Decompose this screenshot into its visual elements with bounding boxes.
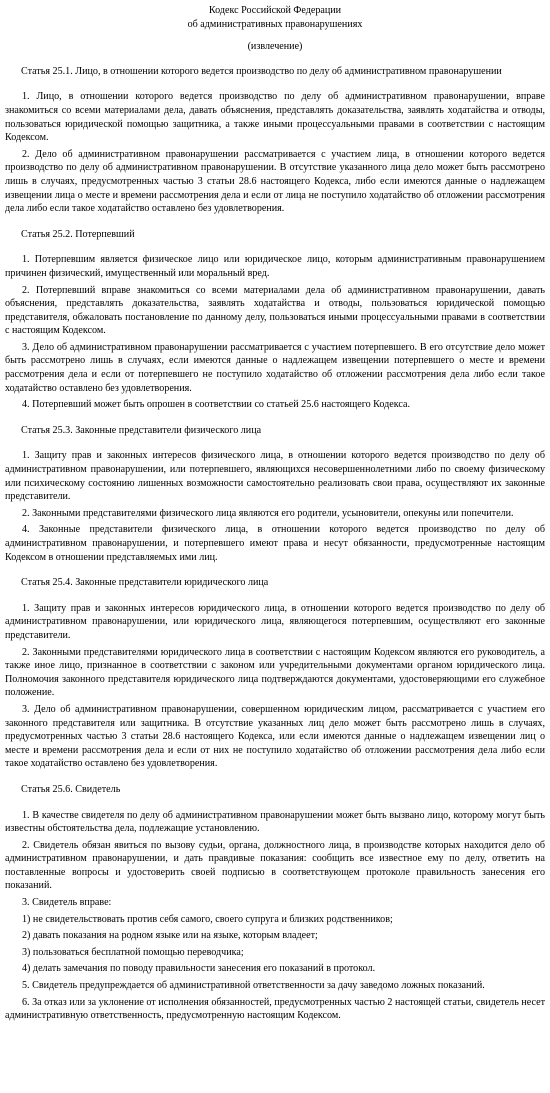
article-title: Статья 25.1. Лицо, в отношении которого ведется производство по делу об административном правонарушении bbox=[21, 65, 502, 77]
article-paragraph: 1. Потерпевшим является физическое лицо или юридическое лицо, которым административным правонарушением причинен физический, имущественный или моральный вред. bbox=[5, 254, 545, 279]
list-item: 1) не свидетельствовать против себя самого, своего супруга и близких родственников; bbox=[22, 913, 393, 925]
list-item: 3) пользоваться бесплатной помощью переводчика; bbox=[22, 946, 244, 958]
extract-note: (извлечение) bbox=[247, 41, 303, 53]
article-25-6 bbox=[5, 783, 545, 1023]
article-paragraph: 2. Дело об административном правонарушении рассматривается с участием лица, в отношении которого ведется производство по делу об административном правонарушении. В отсутствие указанного лица дело может быть рассмотрено лишь в случаях, предусмотренных частью 3 статьи 28.6 настоящего Кодекса, либо если имеются данные о надлежащем извещении лица о месте и времени рассмотрения дела и если от лица не поступило ходатайство об отложении рассмотрения дела либо если такое ходатайство оставлено без удовлетворения. bbox=[5, 148, 545, 215]
article-title: Статья 25.6. Свидетель bbox=[21, 783, 121, 795]
code-title-line1: Кодекс Российской Федерации bbox=[208, 5, 342, 16]
article-paragraph: 2. Потерпевший вправе знакомиться со всеми материалами дела об административном правонарушении, давать объяснения, представлять доказательства, заявлять ходатайства и отводы, пользоваться юридической помощью представителя, обжаловать постановление по данному делу, пользоваться иными процессуальными правами в соответствии с настоящим Кодексом. bbox=[5, 284, 545, 337]
article-title: Статья 25.2. Потерпевший bbox=[21, 228, 135, 240]
article-25-4 bbox=[5, 576, 545, 771]
document-header bbox=[5, 4, 545, 54]
article-paragraph: 3. Дело об административном правонарушении, совершенном юридическим лицом, рассматривается с участием его законного представителя или защитника. В отсутствие указанных лиц дело может быть рассмотрено лишь в случаях, предусмотренных частью 3 статьи 28.6 настоящего Кодекса, или если имеются данные о надлежащем извещении лиц о месте и времени рассмотрения дела и если от них не поступило ходатайство об отложении рассмотрения дела либо если такое ходатайство оставлено без удовлетворения. bbox=[5, 703, 545, 770]
article-paragraph: 1. В качестве свидетеля по делу об административном правонарушении может быть вызвано лицо, которому могут быть известны обстоятельства дела, подлежащие установлению. bbox=[5, 809, 545, 835]
article-paragraph: 3. Свидетель вправе: bbox=[22, 897, 112, 909]
article-title: Статья 25.3. Законные представители физического лица bbox=[21, 424, 262, 436]
article-paragraph: 2. Законными представителями физического лица являются его родители, усыновители, опекуны или попечители. bbox=[22, 507, 514, 519]
article-paragraph: 4. Законные представители физического лица, в отношении которого ведется производство по делу об административном правонарушении, и потерпевшего имеют права и несут обязанности, предусмотренные настоящим Кодексом в отношении представляемых ими лиц. bbox=[5, 524, 545, 563]
article-paragraph: 1. Защиту прав и законных интересов юридического лица, в отношении которого ведется производство по делу об административном правонарушении, или юридического лица, являющегося потерпевшим, осуществляют его законные представители. bbox=[5, 602, 545, 641]
article-title: Статья 25.4. Законные представители юридического лица bbox=[21, 577, 269, 589]
article-paragraph: 2. Свидетель обязан явиться по вызову судьи, органа, должностного лица, в производстве которых находится дело об административном правонарушении, и дать правдивые показания: сообщить все известное ему по делу, ответить на поставленные вопросы и удостоверить своей подписью в соответствующем протоколе правильность занесения его показаний. bbox=[5, 839, 545, 892]
article-paragraph: 2. Законными представителями юридического лица в соответствии с настоящим Кодексом являются его руководитель, а также иное лицо, признанное в соответствии с законом или учредительными документами органом юридического лица. Полномочия законного представителя юридического лица подтверждаются документами, удостоверяющими его служебное положение. bbox=[5, 646, 545, 699]
article-paragraph: 1. Лицо, в отношении которого ведется производство по делу об административном правонарушении, вправе знакомиться со всеми материалами дела, давать объяснения, представлять доказательства, заявлять ходатайства и отводы, пользоваться юридической помощью защитника, а также иными процессуальными правами в соответствии с настоящим Кодексом. bbox=[5, 91, 545, 144]
article-25-1 bbox=[5, 65, 545, 216]
list-item: 4) делать замечания по поводу правильности занесения его показаний в протокол. bbox=[22, 963, 376, 975]
article-paragraph: 4. Потерпевший может быть опрошен в соответствии со статьей 25.6 настоящего Кодекса. bbox=[22, 399, 411, 411]
article-25-2 bbox=[5, 228, 545, 412]
article-paragraph: 6. За отказ или за уклонение от исполнения обязанностей, предусмотренных частью 2 настоящей статьи, свидетель несет административную ответственность, предусмотренную настоящим Кодексом. bbox=[5, 996, 545, 1022]
code-title-line2: об административных правонарушениях bbox=[187, 18, 363, 30]
list-item: 2) давать показания на родном языке или на языке, которым владеет; bbox=[22, 930, 318, 942]
article-25-3 bbox=[5, 424, 545, 564]
article-paragraph: 1. Защиту прав и законных интересов физического лица, в отношении которого ведется производство по делу об административном правонарушении, или потерпевшего, являющихся несовершеннолетними либо по своему физическому или психическому состоянию лишенных возможности самостоятельно реализовать свои права, осуществляют их законные представители. bbox=[5, 450, 545, 503]
article-paragraph: 5. Свидетель предупреждается об административной ответственности за дачу заведомо ложных показаний. bbox=[22, 980, 485, 992]
article-paragraph: 3. Дело об административном правонарушении рассматривается с участием потерпевшего. В его отсутствие дело может быть рассмотрено лишь в случаях, если имеются данные о надлежащем извещении потерпевшего о месте и времени рассмотрения дела и если от потерпевшего не поступило ходатайство об отложении рассмотрения дела либо если такое ходатайство оставлено без удовлетворения. bbox=[5, 341, 545, 394]
